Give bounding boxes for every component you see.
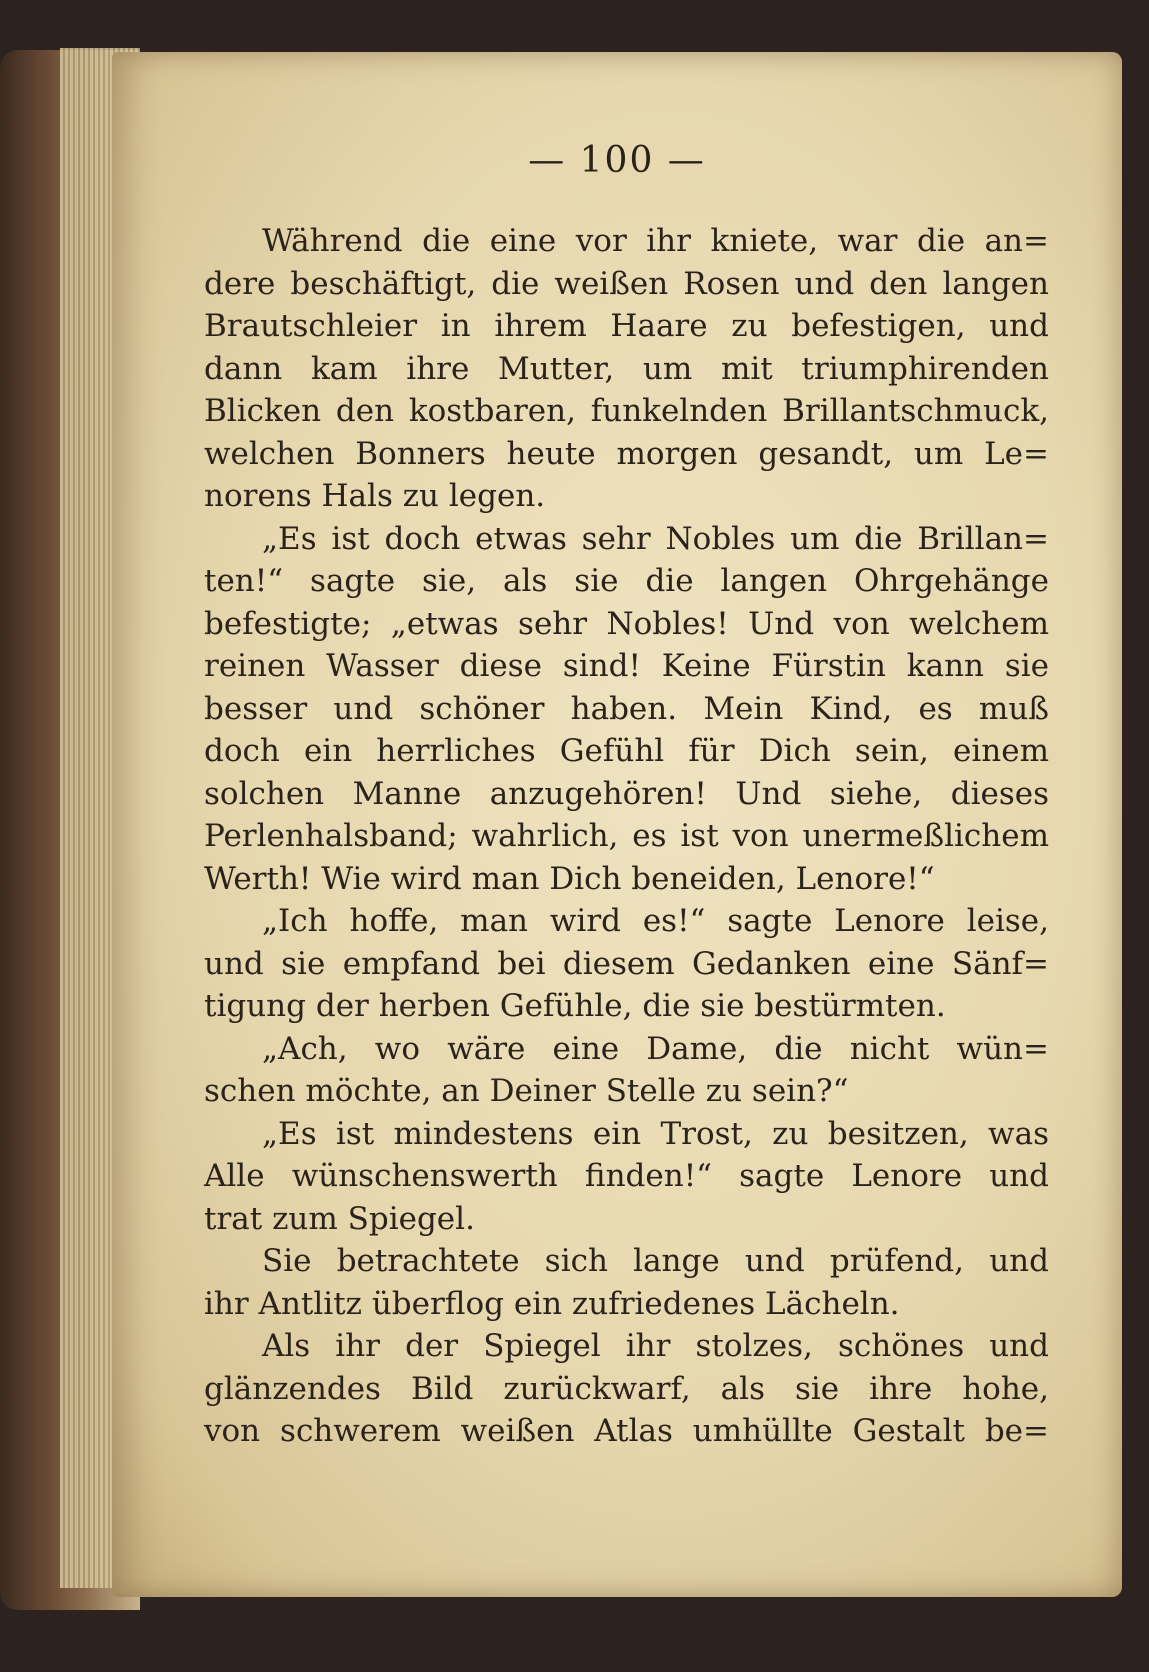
text-line: besser und schöner haben. Mein Kind, es muß <box>204 690 1049 727</box>
text-line: Alle wünschenswerth finden!“ sagte Lenore und <box>204 1158 1049 1194</box>
page-number: — 100 — <box>528 140 706 181</box>
text-line: Als ihr der Spiegel ihr stolzes, schönes und <box>262 1328 1049 1364</box>
text-line: ihr Antlitz überflog ein zufriedenes Lächeln. <box>204 1285 900 1322</box>
text-line: Sie betrachtete sich lange und prüfend, und <box>262 1243 1049 1279</box>
text-line: von schwerem weißen Atlas umhüllte Gestalt be= <box>204 1413 1049 1449</box>
text-line: Perlenhalsband; wahrlich, es ist von unermeßlichem <box>204 818 1049 854</box>
text-line: „Ich hoffe, man wird es!“ sagte Lenore leise, <box>262 903 1049 939</box>
text-line: dann kam ihre Mutter, um mit triumphirenden <box>204 350 1049 387</box>
book-page <box>112 52 1122 1597</box>
text-line: trat zum Spiegel. <box>204 1200 475 1237</box>
page-body-text <box>204 220 1049 1453</box>
text-line: Brautschleier in ihrem Haare zu befestigen, und <box>204 308 1049 344</box>
text-line: Blicken den kostbaren, funkelnden Brillantschmuck, <box>204 393 1049 429</box>
text-line: „Ach, wo wäre eine Dame, die nicht wün= <box>262 1030 1049 1067</box>
text-line: tigung der herben Gefühle, die sie bestürmten. <box>204 988 946 1024</box>
text-line: „Es ist mindestens ein Trost, zu besitzen, was <box>262 1115 1049 1152</box>
text-line: schen möchte, an Deiner Stelle zu sein?“ <box>204 1073 849 1109</box>
text-line: befestigte; „etwas sehr Nobles! Und von welchem <box>204 605 1049 642</box>
text-line: ten!“ sagte sie, als sie die langen Ohrgehänge <box>204 563 1049 599</box>
text-line: welchen Bonners heute morgen gesandt, um Le= <box>204 435 1049 472</box>
text-line: dere beschäftigt, die weißen Rosen und den langen <box>204 265 1049 302</box>
text-line: Während die eine vor ihr kniete, war die an= <box>262 223 1049 259</box>
text-line: doch ein herrliches Gefühl für Dich sein, einem <box>204 733 1049 769</box>
text-line: norens Hals zu legen. <box>204 478 546 514</box>
text-line: glänzendes Bild zurückwarf, als sie ihre hohe, <box>204 1370 1049 1407</box>
text-line: und sie empfand bei diesem Gedanken eine Sänf= <box>204 945 1049 982</box>
text-line: reinen Wasser diese sind! Keine Fürstin kann sie <box>204 648 1049 684</box>
text-line: „Es ist doch etwas sehr Nobles um die Brillan= <box>262 520 1049 557</box>
text-line: solchen Manne anzugehören! Und siehe, dieses <box>204 775 1049 812</box>
text-line: Werth! Wie wird man Dich beneiden, Lenore!“ <box>204 860 935 897</box>
